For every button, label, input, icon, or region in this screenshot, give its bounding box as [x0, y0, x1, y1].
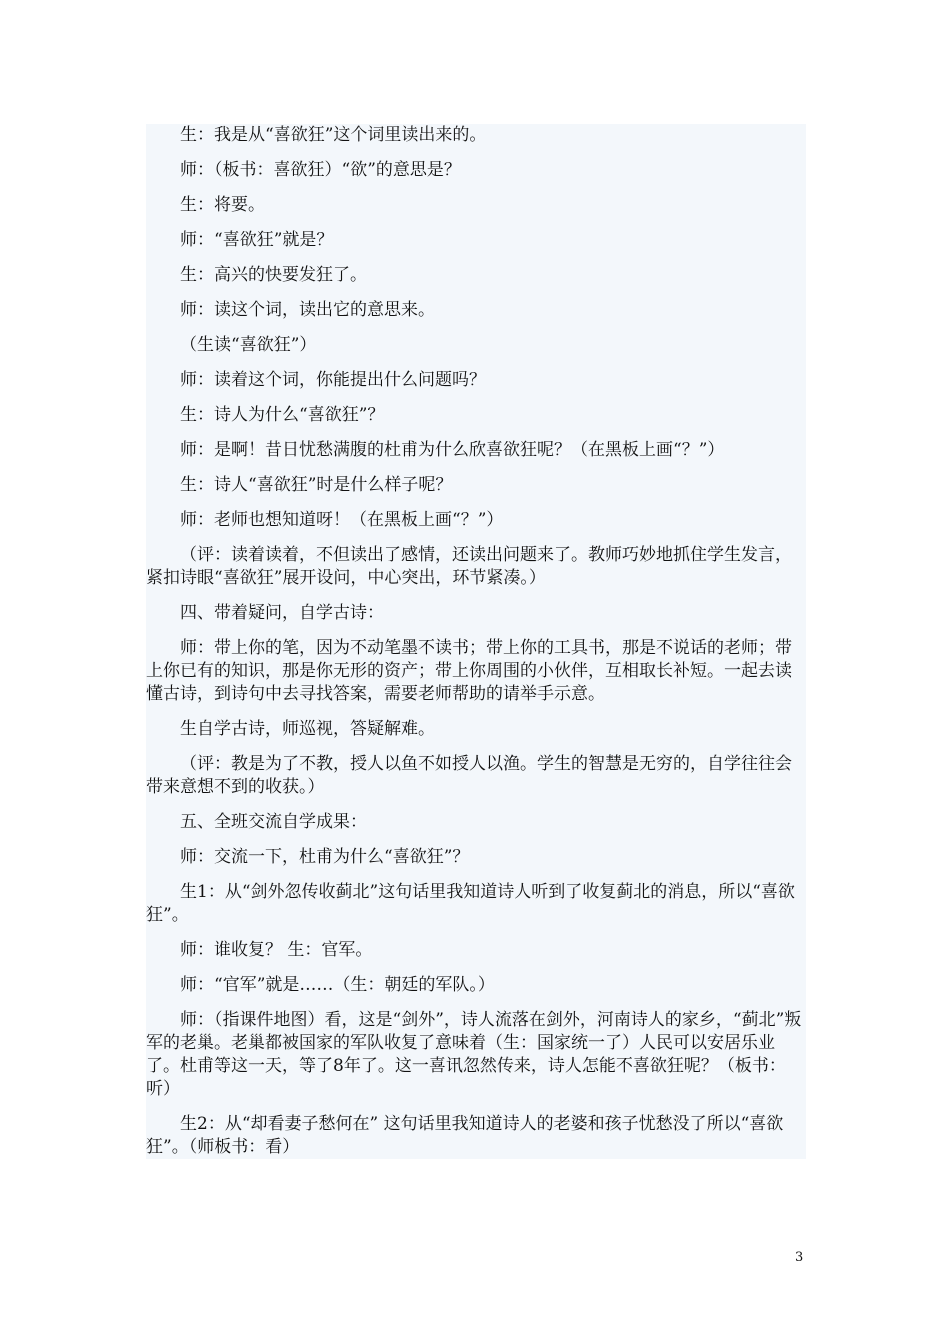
paragraph: 生：我是从“喜欲狂”这个词里读出来的。 — [180, 125, 487, 145]
paragraph: （生读“喜欲狂”） — [180, 335, 317, 355]
paragraph: 师：读这个词，读出它的意思来。 — [180, 300, 435, 320]
commentary-paragraph: （评：读着读着，不但读出了感情，还读出问题来了。教师巧妙地抓住学生发言，紧扣诗眼“喜欲狂”展开设问，中心突出，环节紧凑。） — [146, 545, 792, 588]
paragraph: 生1：从“剑外忽传收蓟北”这句话里我知道诗人听到了收复蓟北的消息，所以“喜欲狂”。 — [146, 882, 795, 925]
paragraph: 师：读着这个词，你能提出什么问题吗？ — [180, 370, 486, 390]
page-number: 3 — [795, 1250, 804, 1265]
paragraph: 师：（板书：喜欲狂）“欲”的意思是？ — [180, 160, 461, 180]
paragraph: 师：带上你的笔，因为不动笔墨不读书；带上你的工具书，那是不说话的老师；带上你已有的知识，那是你无形的资产；带上你周围的小伙伴，互相取长补短。一起去读懂古诗，到诗句中去寻找答案，需要老师帮助的请举手示意。 — [146, 638, 792, 704]
document-body — [146, 124, 806, 1159]
paragraph: 师：交流一下，杜甫为什么“喜欲狂”？ — [180, 847, 470, 867]
paragraph: 师：是啊！昔日忧愁满腹的杜甫为什么欣喜欲狂呢？（在黑板上画“？”） — [180, 440, 725, 460]
section-heading: 五、全班交流自学成果： — [180, 812, 367, 832]
paragraph: 生：将要。 — [180, 195, 265, 215]
paragraph: 生：高兴的快要发狂了。 — [180, 265, 367, 285]
section-heading: 四、带着疑问，自学古诗： — [180, 603, 384, 623]
paragraph: 师：（指课件地图）看，这是“剑外”，诗人流落在剑外，河南诗人的家乡，“蓟北”叛军的老巢。老巢都被国家的军队收复了意味着（生：国家统一了）人民可以安居乐业了。杜甫等这一天，等了8年了。这一喜讯忽然传来，诗人怎能不喜欲狂呢？（板书：听） — [146, 1010, 802, 1099]
paragraph: 师：谁收复？ 生：官军。 — [180, 940, 373, 960]
paragraph: 师：“喜欲狂”就是？ — [180, 230, 334, 250]
paragraph: 生自学古诗，师巡视，答疑解难。 — [180, 719, 435, 739]
paragraph: 生：诗人“喜欲狂”时是什么样子呢？ — [180, 475, 453, 495]
paragraph: 生2：从“却看妻子愁何在” 这句话里我知道诗人的老婆和孩子忧愁没了所以“喜欲狂”。（师板书：看） — [146, 1114, 784, 1157]
paragraph: 师：“官军”就是……（生：朝廷的军队。） — [180, 975, 495, 995]
commentary-paragraph: （评：教是为了不教，授人以鱼不如授人以渔。学生的智慧是无穷的，自学往往会带来意想不到的收获。） — [146, 754, 792, 797]
paragraph: 生：诗人为什么“喜欲狂”？ — [180, 405, 385, 425]
paragraph: 师：老师也想知道呀！（在黑板上画“？”） — [180, 510, 504, 530]
